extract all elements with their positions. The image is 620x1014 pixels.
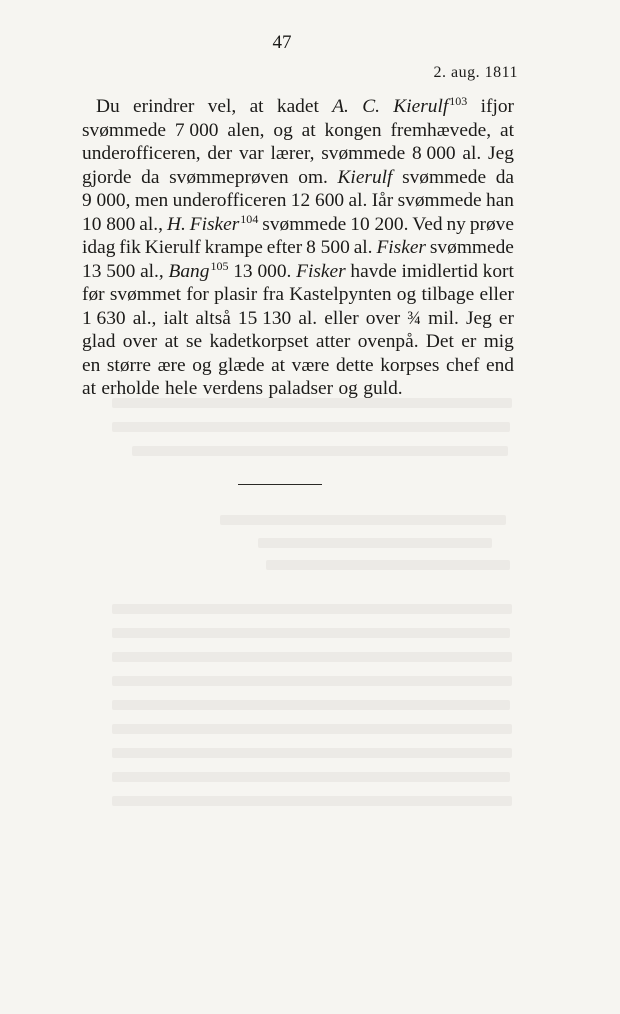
word: ¾ [407, 307, 422, 328]
word: underofficeren, [82, 143, 201, 164]
word: svømmet [109, 284, 181, 305]
word: kadetkorpset [209, 331, 309, 352]
word: at [82, 378, 96, 399]
word: er [461, 331, 477, 352]
word: plasir [214, 284, 258, 305]
word: fremhævede, [390, 119, 492, 141]
text-line [82, 166, 514, 190]
word: glad [82, 331, 116, 352]
word: 12 600 [290, 190, 345, 211]
word: fra [262, 284, 284, 305]
word: større [106, 354, 152, 376]
word: tilbage [421, 284, 475, 305]
word: Kastelpynten [289, 284, 392, 305]
word: Kierulf [144, 237, 201, 258]
word: kongen [324, 119, 382, 141]
footnote-number: 104 [240, 211, 259, 226]
text-line [82, 236, 514, 260]
word: kadet [276, 96, 319, 117]
word: Iår [371, 190, 394, 211]
word: verdens [202, 378, 264, 399]
word: og [396, 284, 417, 305]
word: al. [348, 190, 368, 211]
word: krampe [204, 237, 263, 258]
word: korpses [380, 354, 440, 376]
letter-body [82, 95, 514, 401]
word: svømmede [402, 166, 487, 188]
word: H. [166, 213, 186, 235]
footnote-ref-word: Bang$^{105}$ [168, 258, 229, 282]
word: var [238, 143, 264, 164]
word: eller [324, 307, 359, 329]
word: før [82, 284, 105, 305]
text-line [82, 142, 514, 166]
word: fik [119, 237, 141, 258]
text-line [82, 213, 514, 237]
footnote-ref-word: Fisker$^{104}$ [189, 211, 259, 235]
word: 13 000. [233, 260, 292, 282]
word: og [273, 119, 293, 141]
word: 13 500 [82, 260, 136, 282]
word: havde [350, 260, 397, 282]
word: prøve [469, 213, 514, 235]
word: gjorde [82, 166, 132, 188]
word: ialt [163, 307, 189, 329]
word: 1 630 [82, 307, 126, 329]
word: atter [315, 331, 351, 352]
word: guld. [363, 378, 403, 399]
text-line [82, 354, 514, 378]
word: da [141, 166, 160, 188]
word: altså [195, 307, 231, 329]
word: Jeg [465, 307, 492, 329]
word: at [164, 331, 179, 352]
word: ifjor [480, 96, 514, 117]
word: en [82, 354, 101, 376]
word: 8 000 [412, 143, 456, 164]
word: al. [298, 307, 318, 329]
text-line [82, 189, 514, 213]
word: er [498, 307, 514, 329]
word: 8 500 [306, 237, 350, 258]
footnote-number: 103 [449, 94, 468, 109]
word: for [186, 284, 209, 305]
text-line [82, 283, 514, 307]
word: 10 200. [350, 213, 409, 235]
word: 9 000, [82, 190, 131, 211]
word: svømmede [321, 143, 406, 164]
text-line [82, 307, 514, 331]
word: glæde [218, 354, 265, 376]
word: alen, [227, 119, 265, 141]
word: ovenpå. [357, 331, 419, 352]
word: svømmede [397, 190, 482, 211]
page-number: 47 [272, 32, 292, 53]
word: om. [298, 166, 328, 188]
footnote-ref-word: Kierulf$^{103}$ [393, 94, 468, 117]
word: al., [132, 307, 157, 329]
word: mil. [428, 307, 459, 329]
word: der [207, 143, 233, 164]
word: at [249, 96, 264, 117]
word: 10 800 [82, 213, 136, 235]
text-line [82, 119, 514, 143]
word: al. [353, 237, 373, 258]
word: at [301, 119, 316, 141]
word: kort [482, 260, 514, 282]
word: svømmede [262, 213, 347, 235]
word: mig [483, 331, 514, 352]
word: al. [462, 143, 482, 164]
word: Fisker [376, 237, 426, 258]
word: han [486, 190, 514, 211]
word: lærer, [270, 143, 315, 164]
word: 15 130 [237, 307, 292, 329]
word: hele [165, 378, 198, 399]
word: over [365, 307, 401, 329]
word: men [134, 190, 169, 211]
word: svømmede [429, 237, 514, 258]
word: C. [362, 96, 380, 117]
word: ære [157, 354, 186, 376]
word: efter [266, 237, 303, 258]
text-line [82, 377, 514, 401]
word: end [485, 354, 514, 376]
word: vel, [207, 96, 237, 117]
word: idag [82, 237, 116, 258]
word: og [192, 354, 212, 376]
text-line [82, 95, 514, 119]
section-divider [238, 484, 322, 485]
word: 7 000 [174, 119, 219, 141]
word: paladser [268, 378, 334, 399]
word: eller [479, 284, 514, 305]
word: chef [446, 354, 480, 376]
word: Kierulf [337, 166, 393, 188]
word: over [122, 331, 158, 352]
word: se [185, 331, 203, 352]
word: være [291, 354, 330, 376]
word: dette [335, 354, 374, 376]
footnote-number: 105 [210, 258, 229, 273]
word: ny [446, 213, 466, 235]
word: al., [139, 213, 163, 235]
letter-date: 2. aug. 1811 [433, 64, 518, 81]
word: erindrer [133, 96, 195, 117]
text-line [82, 260, 514, 284]
word: al., [140, 260, 164, 282]
word: Jeg [488, 143, 514, 164]
word: at [271, 354, 286, 376]
word: underofficeren [172, 190, 287, 211]
word: svømmeprøven [169, 166, 289, 188]
word: svømmede [82, 119, 167, 141]
word: A. [332, 96, 349, 117]
word: Du [96, 96, 120, 117]
word: Ved [412, 213, 443, 235]
word: Fisker [296, 260, 346, 282]
word: Det [425, 331, 454, 352]
word: at [500, 119, 514, 141]
word: erholde [101, 378, 160, 399]
word: da [495, 166, 514, 188]
text-line [82, 330, 514, 354]
word: og [338, 378, 358, 399]
word: imidlertid [401, 260, 478, 282]
